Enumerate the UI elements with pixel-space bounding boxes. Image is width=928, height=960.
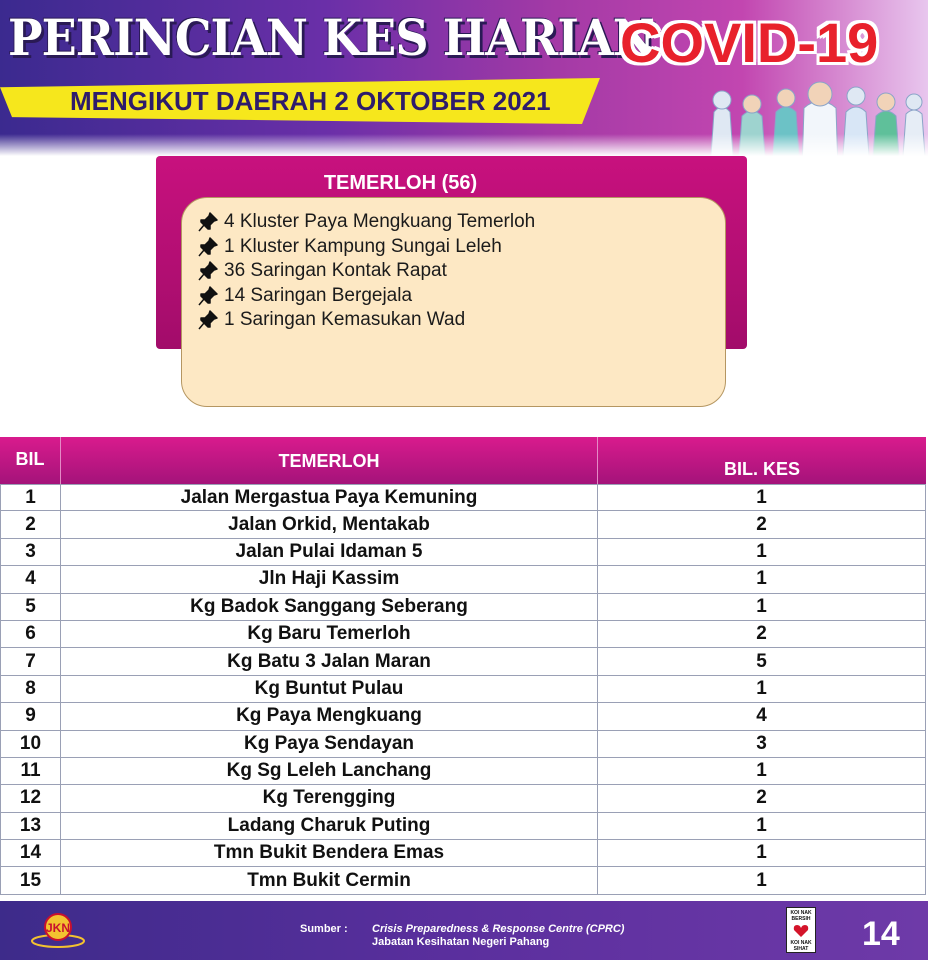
summary-item: [198, 308, 725, 333]
header-location-label: TEMERLOH: [278, 451, 380, 471]
cell-location: Kg Batu 3 Jalan Maran: [61, 648, 598, 674]
source-label: Sumber :: [300, 923, 348, 935]
svg-text:JKN: JKN: [45, 921, 71, 935]
cell-location: Kg Sg Leleh Lanchang: [61, 758, 598, 784]
summary-item-text: 14 Saringan Bergejala: [224, 284, 413, 306]
table-row: [0, 703, 926, 730]
cell-bil: 13: [1, 813, 61, 839]
cell-cases: 2: [598, 511, 926, 537]
header-banner: [0, 0, 928, 160]
pushpin-icon: [198, 261, 218, 281]
cell-bil: 10: [1, 731, 61, 757]
page-title: PERINCIAN KES HARIAN: [8, 8, 654, 67]
table-row: [0, 731, 926, 758]
cell-bil: 8: [1, 676, 61, 702]
table-row: [0, 785, 926, 812]
header-bil-label: BIL: [15, 449, 45, 469]
cell-location: Kg Paya Sendayan: [61, 731, 598, 757]
cell-bil: 9: [1, 703, 61, 729]
health-campaign-badge: [786, 907, 816, 953]
summary-list: [181, 197, 726, 407]
cell-bil: 15: [1, 867, 61, 893]
cell-bil: 1: [1, 485, 61, 510]
table-row: [0, 840, 926, 867]
cell-location: Jln Haji Kassim: [61, 566, 598, 592]
cell-cases: 5: [598, 648, 926, 674]
summary-item: [198, 284, 725, 309]
cell-cases: 1: [598, 485, 926, 510]
cell-cases: 1: [598, 813, 926, 839]
pushpin-icon: [198, 237, 218, 257]
cell-cases: 1: [598, 867, 926, 893]
pushpin-icon: [198, 310, 218, 330]
badge-top-text: KOI NAK BERSIH: [790, 910, 812, 922]
covid-title: COVID-19: [620, 11, 879, 74]
cell-bil: 3: [1, 539, 61, 565]
cell-location: Kg Terengging: [61, 785, 598, 811]
cell-bil: 11: [1, 758, 61, 784]
table-row: [0, 484, 926, 511]
medical-staff-illustration: [700, 72, 928, 160]
cell-cases: 1: [598, 594, 926, 620]
summary-item: [198, 235, 725, 260]
table-row: [0, 511, 926, 538]
cell-location: Kg Buntut Pulau: [61, 676, 598, 702]
cell-cases: 1: [598, 758, 926, 784]
badge-bottom-text: KOI NAK SIHAT: [790, 940, 812, 952]
page-subtitle: MENGIKUT DAERAH 2 OKTOBER 2021: [70, 86, 551, 116]
cell-location: Kg Paya Mengkuang: [61, 703, 598, 729]
table-header: [0, 437, 926, 484]
source-department: Jabatan Kesihatan Negeri Pahang: [372, 936, 550, 948]
table-row: [0, 813, 926, 840]
table-row: [0, 621, 926, 648]
cell-location: Tmn Bukit Cermin: [61, 867, 598, 893]
table-row: [0, 758, 926, 785]
summary-item-text: 1 Kluster Kampung Sungai Leleh: [224, 235, 502, 257]
cell-bil: 7: [1, 648, 61, 674]
cell-location: Jalan Pulai Idaman 5: [61, 539, 598, 565]
cell-bil: 5: [1, 594, 61, 620]
summary-item-text: 4 Kluster Paya Mengkuang Temerloh: [224, 211, 536, 233]
cell-cases: 1: [598, 840, 926, 866]
pushpin-icon: [198, 212, 218, 232]
summary-title: TEMERLOH (56): [323, 172, 478, 194]
header-bil: [0, 437, 61, 484]
summary-item-text: 36 Saringan Kontak Rapat: [224, 260, 447, 282]
source-organization: Crisis Preparedness & Response Centre (CPRC): [372, 923, 625, 935]
cell-cases: 3: [598, 731, 926, 757]
table-row: [0, 676, 926, 703]
header-cases-label: BIL. KES: [723, 459, 800, 479]
table-row: [0, 566, 926, 593]
pushpin-icon: [198, 286, 218, 306]
table-body: [0, 484, 926, 895]
table-row: [0, 539, 926, 566]
cell-cases: 4: [598, 703, 926, 729]
cases-table: [0, 437, 926, 895]
header-location: [61, 437, 598, 484]
table-row: [0, 594, 926, 621]
cell-location: Jalan Orkid, Mentakab: [61, 511, 598, 537]
table-row: [0, 648, 926, 675]
page-number: 14: [862, 915, 900, 953]
summary-item-text: 1 Saringan Kemasukan Wad: [224, 309, 466, 331]
cell-bil: 2: [1, 511, 61, 537]
cell-location: Jalan Mergastua Paya Kemuning: [61, 485, 598, 510]
cell-cases: 1: [598, 566, 926, 592]
summary-item: [198, 259, 725, 284]
header-cases: [598, 437, 926, 484]
footer-bar: [0, 901, 928, 960]
cell-location: Tmn Bukit Bendera Emas: [61, 840, 598, 866]
cell-location: Ladang Charuk Puting: [61, 813, 598, 839]
cell-bil: 12: [1, 785, 61, 811]
cell-cases: 1: [598, 676, 926, 702]
cell-location: Kg Badok Sanggang Seberang: [61, 594, 598, 620]
cell-bil: 4: [1, 566, 61, 592]
table-row: [0, 867, 926, 894]
cell-bil: 14: [1, 840, 61, 866]
jkn-logo-icon: [30, 911, 86, 951]
heart-badge-icon: [793, 924, 809, 938]
cell-cases: 2: [598, 785, 926, 811]
cell-cases: 1: [598, 539, 926, 565]
cell-location: Kg Baru Temerloh: [61, 621, 598, 647]
cell-bil: 6: [1, 621, 61, 647]
cell-cases: 2: [598, 621, 926, 647]
summary-item: [198, 210, 725, 235]
